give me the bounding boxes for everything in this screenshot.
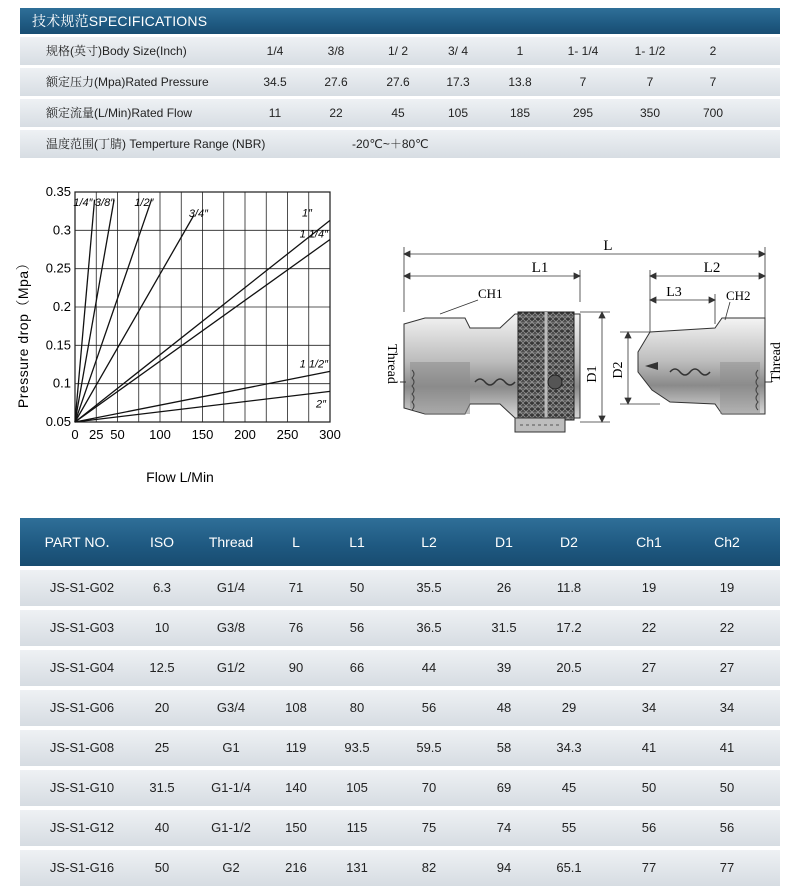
column-header: Thread [208, 534, 254, 550]
table-cell: 41 [719, 740, 735, 755]
table-cell: G1-1/2 [211, 820, 251, 835]
label-D2: D2 [611, 361, 626, 379]
table-cell: 31.5 [491, 620, 517, 635]
column-header: L2 [421, 534, 437, 550]
table-cell: 35.5 [416, 580, 442, 595]
series-label: 1″ [301, 207, 312, 220]
table-cell: G1-1/4 [211, 780, 251, 795]
column-header: D2 [560, 534, 578, 550]
table-cell: 93.5 [344, 740, 370, 755]
label-L: L [603, 238, 613, 254]
y-tick-label: 0.05 [45, 414, 71, 429]
table-cell: 59.5 [416, 740, 442, 755]
spec-value: 2 [709, 44, 717, 58]
table-cell: 27 [641, 660, 657, 675]
column-header: Ch2 [714, 534, 740, 550]
part-number-cell: JS-S1-G08 [49, 740, 115, 755]
table-cell: 115 [346, 820, 368, 835]
spec-value: 295 [572, 106, 594, 120]
table-cell: 71 [288, 580, 304, 595]
table-cell: 65.1 [556, 860, 582, 875]
spec-row-label: 额定压力(Mpa)Rated Pressure [46, 75, 209, 89]
plug-body [638, 318, 765, 414]
y-tick-label: 0.25 [45, 260, 71, 276]
part-number-cell: JS-S1-G02 [49, 580, 115, 595]
table-cell: 20.5 [556, 660, 582, 675]
y-tick-label: 0.35 [45, 184, 71, 199]
table-cell: G3/4 [216, 700, 246, 715]
specifications-table [20, 8, 780, 158]
table-cell: 58 [496, 740, 512, 755]
table-cell: 34 [719, 700, 735, 715]
chart-grid [75, 192, 330, 422]
table-cell: 22 [719, 620, 735, 635]
series-label: 1/2″ [134, 197, 154, 209]
column-header: Ch1 [636, 534, 662, 550]
table-cell: 48 [496, 700, 512, 715]
spec-row-label: 规格(英寸)Body Size(Inch) [46, 44, 187, 58]
label-L1: L1 [531, 260, 549, 276]
table-cell: 45 [561, 780, 577, 795]
part-number-cell: JS-S1-G06 [49, 700, 115, 715]
spec-value: 17.3 [446, 75, 470, 89]
table-cell: 55 [561, 820, 577, 835]
table-row [20, 650, 780, 686]
table-cell: 94 [496, 860, 512, 875]
series-label: 2″ [315, 398, 326, 411]
x-tick-label: 300 [319, 427, 341, 442]
spec-value: 7 [646, 75, 654, 89]
table-row [20, 770, 780, 806]
part-number-cell: JS-S1-G04 [49, 660, 115, 675]
specifications-title: 技术规范SPECIFICATIONS [20, 8, 780, 34]
table-row [20, 570, 780, 606]
table-cell: 29 [561, 700, 577, 715]
column-header: ISO [149, 534, 175, 550]
table-cell: 56 [349, 620, 365, 635]
spec-value: 1 [516, 44, 524, 58]
table-cell: G2 [222, 860, 240, 875]
label-thread-right: Thread [769, 342, 784, 382]
column-header: L1 [349, 534, 365, 550]
dimension-L3 [650, 294, 715, 324]
table-cell: 80 [349, 700, 365, 715]
table-cell: 66 [349, 660, 365, 675]
spec-value: 34.5 [263, 75, 287, 89]
label-thread-left: Thread [384, 344, 399, 384]
table-cell: 41 [641, 740, 657, 755]
table-cell: 10 [154, 620, 170, 635]
table-cell: 6.3 [152, 580, 172, 595]
table-cell: 11.8 [556, 580, 582, 595]
spec-value: 13.8 [508, 75, 532, 89]
table-cell: 34.3 [556, 740, 582, 755]
spec-row-rated-flow [20, 99, 780, 127]
spec-value: 1- 1/4 [567, 44, 599, 58]
part-number-cell: JS-S1-G12 [49, 820, 115, 835]
series-label: 3/4″ [188, 208, 208, 220]
table-cell: 25 [154, 740, 170, 755]
part-number-cell: JS-S1-G10 [49, 780, 115, 795]
table-cell: G3/8 [216, 620, 246, 635]
table-cell: 56 [719, 820, 735, 835]
x-tick-label: 150 [191, 427, 214, 442]
table-cell: 150 [285, 820, 307, 835]
spec-value: 3/8 [327, 44, 345, 58]
label-D1: D1 [585, 365, 600, 383]
table-cell: 26 [496, 580, 512, 595]
spec-value: 3/ 4 [447, 44, 468, 58]
label-CH2: CH2 [726, 288, 751, 303]
table-cell: 36.5 [416, 620, 442, 635]
table-row [20, 850, 780, 886]
label-CH1: CH1 [478, 286, 503, 301]
spec-value: 700 [702, 106, 724, 120]
table-cell: 19 [719, 580, 735, 595]
table-cell: 108 [285, 700, 307, 715]
table-row [20, 610, 780, 646]
parts-table [20, 518, 780, 886]
table-cell: 39 [496, 660, 512, 675]
spec-value: 22 [329, 106, 343, 120]
spec-value: 105 [447, 106, 469, 120]
x-tick-label: 50 [110, 427, 125, 442]
table-cell: 82 [421, 860, 437, 875]
spec-row-label: 温度范围(丁腈) Temperture Range (NBR) [46, 137, 266, 151]
y-tick-label: 0.1 [52, 375, 71, 391]
table-cell: 12.5 [149, 660, 175, 675]
spec-row-body-size [20, 37, 780, 65]
table-cell: G1/4 [216, 580, 246, 595]
table-cell: 40 [154, 820, 170, 835]
series-label: 1/4″ [73, 197, 93, 209]
table-cell: 119 [285, 740, 307, 755]
spec-value: 350 [639, 106, 661, 120]
table-row [20, 690, 780, 726]
table-cell: 27 [719, 660, 735, 675]
table-row [20, 810, 780, 846]
column-header: L [292, 534, 300, 550]
table-cell: 70 [421, 780, 437, 795]
spec-value: 1/4 [266, 44, 284, 58]
spec-value: 7 [709, 75, 717, 89]
temperature-value: -20℃~＋80℃ [352, 137, 429, 151]
spec-row-temperature [20, 130, 780, 158]
table-cell: 69 [496, 780, 512, 795]
table-cell: 75 [421, 820, 437, 835]
label-L3: L3 [666, 285, 682, 300]
table-cell: G1/2 [216, 660, 246, 675]
spec-value: 7 [579, 75, 587, 89]
table-cell: G1 [222, 740, 240, 755]
series-label: 1 1/4″ [299, 228, 328, 241]
table-cell: 50 [154, 860, 170, 875]
y-tick-label: 0.3 [52, 222, 71, 238]
y-tick-label: 0.15 [45, 337, 71, 353]
table-cell: 76 [288, 620, 304, 635]
table-cell: 50 [641, 780, 657, 795]
table-cell: 105 [346, 780, 368, 795]
dimension-L [404, 247, 765, 322]
x-tick-label: 25 [89, 427, 104, 442]
ch2-leader [725, 302, 730, 320]
y-tick-label: 0.2 [52, 299, 71, 314]
table-cell: 20 [154, 700, 170, 715]
part-number-cell: JS-S1-G03 [49, 620, 115, 635]
table-cell: 56 [421, 700, 437, 715]
table-row [20, 730, 780, 766]
chart-ylabel: Pressure drop（Mpa） [15, 255, 31, 409]
chart-xlabel: Flow L/Min [146, 469, 214, 485]
label-L2: L2 [703, 260, 721, 276]
table-cell: 17.2 [556, 620, 582, 635]
table-cell: 19 [641, 580, 657, 595]
spec-row-label: 额定流量(L/Min)Rated Flow [46, 106, 193, 120]
table-cell: 77 [641, 860, 657, 875]
table-cell: 77 [719, 860, 735, 875]
series-label: 3/8″ [94, 197, 115, 209]
column-header: D1 [495, 534, 513, 550]
spec-value: 27.6 [386, 75, 410, 89]
table-cell: 44 [421, 660, 437, 675]
pressure-drop-chart [0, 172, 360, 492]
parts-table-body [20, 570, 780, 886]
x-tick-label: 100 [149, 427, 171, 442]
table-cell: 74 [496, 820, 512, 835]
table-cell: 56 [641, 820, 657, 835]
table-cell: 50 [719, 780, 735, 795]
ch1-leader [440, 300, 478, 314]
table-cell: 140 [285, 780, 307, 795]
x-tick-label: 0 [71, 427, 79, 442]
table-cell: 131 [346, 860, 368, 875]
parts-table-header [20, 518, 780, 566]
spec-value: 45 [391, 106, 405, 120]
table-cell: 34 [641, 700, 657, 715]
spec-value: 185 [509, 106, 531, 120]
table-cell: 50 [349, 580, 365, 595]
x-tick-label: 250 [276, 427, 299, 442]
spec-value: 1/ 2 [387, 44, 408, 58]
spec-row-rated-pressure [20, 68, 780, 96]
spec-value: 27.6 [324, 75, 348, 89]
table-cell: 90 [288, 660, 304, 675]
x-tick-label: 200 [234, 427, 256, 442]
spec-value: 11 [268, 106, 282, 120]
socket-body [404, 312, 580, 432]
coupler-drawing [370, 232, 790, 452]
table-cell: 31.5 [149, 780, 175, 795]
series-label: 1 1/2″ [299, 358, 328, 371]
column-header: PART NO． [44, 534, 120, 550]
table-cell: 216 [285, 860, 307, 875]
part-number-cell: JS-S1-G16 [49, 860, 115, 875]
table-cell: 22 [641, 620, 657, 635]
spec-value: 1- 1/2 [634, 44, 666, 58]
